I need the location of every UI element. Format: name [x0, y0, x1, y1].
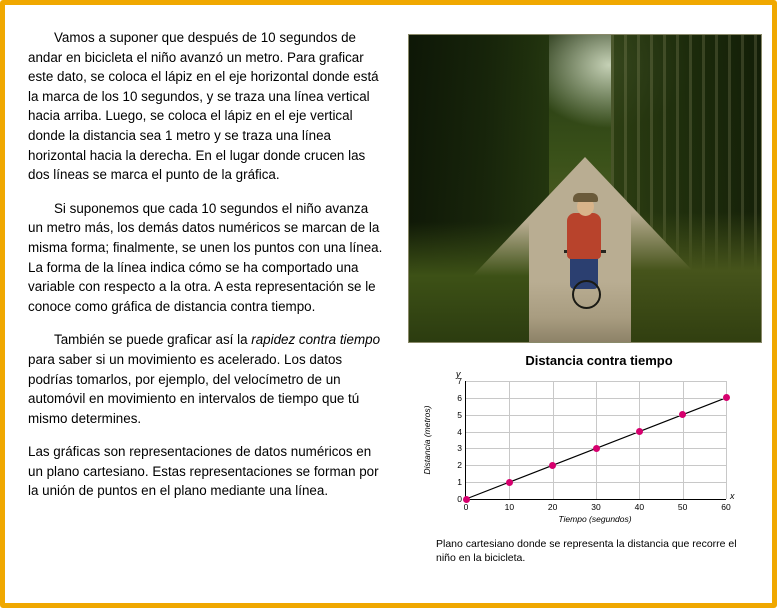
chart-x-tick-label: 40: [634, 502, 645, 512]
chart-plot: [457, 376, 731, 512]
paragraph-1: Vamos a suponer que después de 10 segundos de andar en bicicleta el niño avanzó un metro. Para graficar este dato, se coloca el lápiz en el eje horizontal donde está la marca de los 10 segundos, y se traza una línea vertical hacia arriba. Luego, se coloca el lápiz en el eje vertical donde la distancia sea 1 metro y se traza una línea horizontal hacia la derecha. En el lugar donde crucen las dos líneas se marca el punto de la gráfica.: [28, 30, 379, 183]
chart-y-tick-label: 2: [457, 460, 462, 471]
paragraph-3-before: También se puede graficar así la: [54, 332, 252, 348]
y-axis-letter: y: [456, 369, 461, 379]
chart-block: [408, 353, 760, 565]
chart-data-point: [636, 428, 643, 435]
paragraph-2: Si suponemos que cada 10 segundos el niño avanza un metro más, los demás datos numéricos se marcan de la misma forma; finalmente, se unen los puntos con una línea. La forma de la línea indica cómo se ha comportado una variable con respecto a la otra. A esta representación se le conoce como gráfica de distancia contra tiempo.: [28, 200, 383, 314]
chart-y-tick-label: 7: [457, 376, 462, 386]
chart-gridline-vertical: [596, 381, 597, 499]
chart-data-point: [593, 445, 600, 452]
x-axis-letter: x: [730, 491, 735, 501]
chart-gridline-vertical: [683, 381, 684, 499]
photo-bicycle: [408, 34, 762, 343]
photo-bicycle-wheel: [572, 280, 601, 309]
chart-y-tick-label: 0: [457, 494, 462, 504]
x-axis-label: Tiempo (segundos): [558, 514, 632, 524]
chart-y-tick-label: 3: [457, 443, 462, 454]
photo-grass-right: [631, 212, 761, 342]
paragraph-3: [28, 330, 383, 428]
photo-rider-body: [567, 213, 601, 259]
paragraph-4: Las gráficas son representaciones de datos numéricos en un plano cartesiano. Estas representaciones se forman por la unión de puntos en el plano mediante una línea.: [28, 444, 379, 499]
chart-x-tick-label: 20: [547, 502, 558, 512]
chart-x-tick-label: 60: [721, 502, 731, 512]
chart-gridline-vertical: [639, 381, 640, 499]
chart-y-tick-label: 1: [457, 477, 462, 488]
chart-data-point: [463, 496, 470, 503]
chart-data-point: [549, 462, 556, 469]
chart-x-tick-label: 50: [677, 502, 688, 512]
chart-title: Distancia contra tiempo: [525, 353, 673, 368]
photo-rider-hat: [573, 193, 598, 202]
chart-y-tick-label: 4: [457, 426, 462, 437]
y-axis-label-text: Distancia (metros): [422, 405, 432, 475]
text-column: [28, 28, 383, 515]
paragraph-3-after: para saber si un movimiento es acelerado. Los datos podrías tomarlos, por ejemplo, del velocímetro de un automóvil en movimiento en intervalos de tiempo que tú mismo determines.: [28, 351, 360, 426]
chart-x-tick-label: 10: [504, 502, 515, 512]
chart-data-point: [506, 479, 513, 486]
chart-y-tick-label: 6: [457, 392, 462, 403]
page-inner: [10, 10, 767, 598]
y-axis-label: [422, 269, 432, 475]
chart-x-tick-label: 30: [591, 502, 601, 512]
chart-data-point: [723, 394, 730, 401]
chart-area: [408, 371, 760, 533]
chart-x-tick-label: 0: [463, 502, 469, 512]
paragraph-3-italic: rapidez contra tiempo: [251, 332, 381, 348]
chart-caption: Plano cartesiano donde se representa la distancia que recorre el niño en la bicicleta.: [436, 538, 737, 564]
chart-y-tick-label: 5: [457, 409, 462, 420]
chart-gridline-vertical: [553, 381, 554, 499]
